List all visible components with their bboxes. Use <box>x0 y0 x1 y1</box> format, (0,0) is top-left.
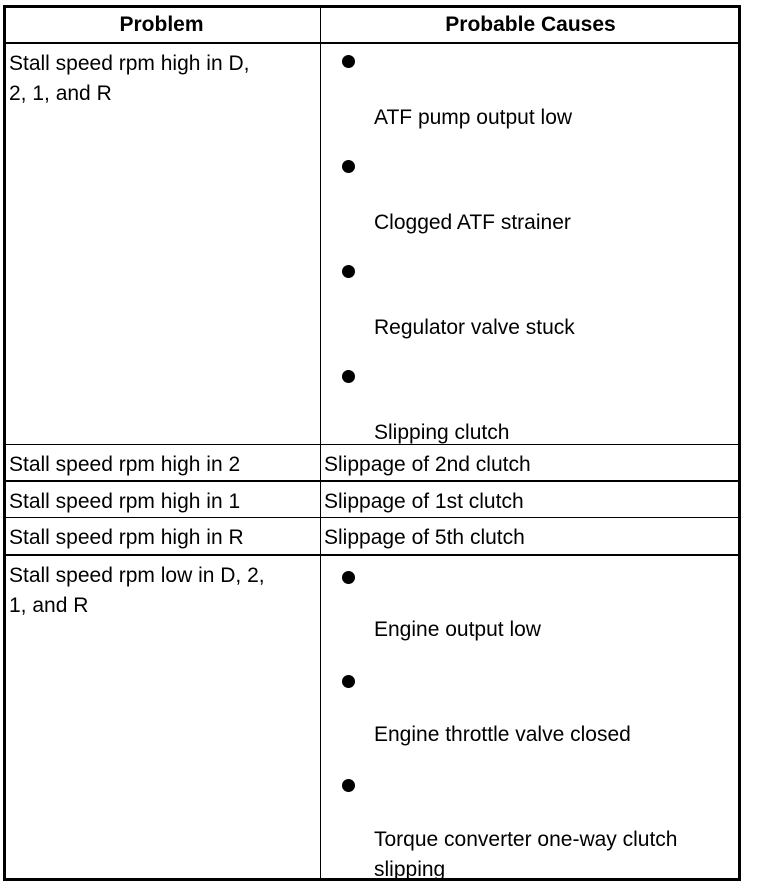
bullet-icon <box>342 370 355 383</box>
cause-text: Torque converter one-way clutch <box>374 828 678 851</box>
header-problem: Problem <box>119 13 204 36</box>
problem-text: 1, and R <box>9 594 89 617</box>
problem-text: Stall speed rpm high in 2 <box>9 453 241 476</box>
problem-text: Stall speed rpm low in D, 2, <box>9 564 265 587</box>
cause-text: Clogged ATF strainer <box>374 211 571 234</box>
cause-text: Slipping clutch <box>374 421 510 444</box>
cause-text: Slippage of 5th clutch <box>324 526 525 549</box>
cause-text: Engine output low <box>374 618 541 641</box>
row-divider <box>3 517 741 518</box>
bullet-icon <box>342 55 355 68</box>
problem-text: Stall speed rpm high in 1 <box>9 490 241 513</box>
bullet-icon <box>342 160 355 173</box>
row-divider <box>3 480 741 482</box>
cause-text: ATF pump output low <box>374 106 573 129</box>
row-divider <box>3 444 741 445</box>
bullet-icon <box>342 779 355 792</box>
bullet-icon <box>342 265 355 278</box>
problem-text: Stall speed rpm high in D, <box>9 52 250 75</box>
cause-text: Slippage of 1st clutch <box>324 490 524 513</box>
bullet-icon <box>342 675 355 688</box>
header-probable-causes: Probable Causes <box>445 13 616 36</box>
cause-text: Slippage of 2nd clutch <box>324 453 531 476</box>
column-divider <box>320 5 321 881</box>
bullet-icon <box>342 571 355 584</box>
problem-text: 2, 1, and R <box>9 82 112 105</box>
row-divider <box>3 554 741 556</box>
cause-text: Regulator valve stuck <box>374 316 575 339</box>
cause-text: slipping <box>374 858 446 881</box>
header-divider <box>3 42 741 44</box>
problem-text: Stall speed rpm high in R <box>9 526 244 549</box>
cause-text: Engine throttle valve closed <box>374 723 631 746</box>
